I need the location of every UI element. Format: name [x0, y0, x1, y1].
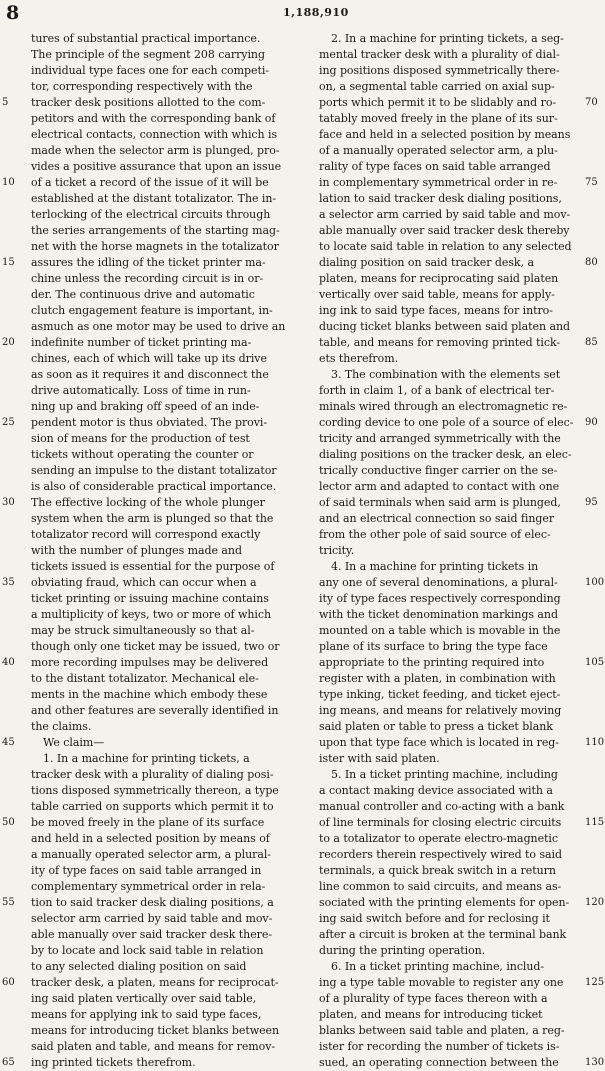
text-line: ets therefrom.: [319, 352, 399, 365]
text-line: mounted on a table which is movable in the: [319, 624, 561, 637]
text-line: may be struck simultaneously so that al-: [31, 624, 255, 637]
text-line: dialing positions on the tracker desk, an elec-: [319, 448, 572, 461]
text-line: tricity and arranged symmetrically with the: [319, 432, 561, 445]
line-number: 65: [2, 1057, 15, 1068]
text-line: ducing ticket blanks between said platen and: [319, 320, 570, 333]
text-line: ity of type faces on said table arranged in: [31, 864, 262, 877]
text-line: on, a segmental table carried on axial sup-: [319, 80, 555, 93]
text-line: be moved freely in the plane of its surface: [31, 816, 265, 829]
text-line: to locate said table in relation to any selected: [319, 240, 572, 253]
left-text-column: [31, 31, 288, 1071]
text-line: rality of type faces on said table arranged: [319, 160, 551, 173]
text-line: 6. In a ticket printing machine, includ-: [331, 960, 545, 973]
text-line: minals wired through an electromagnetic re-: [319, 400, 568, 413]
text-line: manual controller and co-acting with a bank: [319, 800, 565, 813]
text-line: tricity.: [319, 544, 355, 557]
text-line: clutch engagement feature is important, in-: [31, 304, 273, 317]
text-line: said platen or table to press a ticket blank: [319, 720, 553, 733]
text-line: tion to said tracker desk dialing positions, a: [31, 896, 274, 909]
text-line: terminals, a quick break switch in a return: [319, 864, 556, 877]
text-line: and an electrical connection so said finger: [319, 512, 555, 525]
text-line: sending an impulse to the distant totalizator: [31, 464, 277, 477]
line-number: 35: [2, 577, 15, 588]
line-number: 45: [2, 737, 15, 748]
text-line: to any selected dialing position on said: [31, 960, 247, 973]
text-line: a multiplicity of keys, two or more of which: [31, 608, 272, 621]
text-line: to a totalizator to operate electro-magnetic: [319, 832, 559, 845]
line-number: 100: [585, 577, 605, 588]
text-line: established at the distant totalizator. The in-: [31, 192, 277, 205]
text-line: drive automatically. Loss of time in run-: [31, 384, 251, 397]
line-number: 20: [2, 337, 15, 348]
text-line: system when the arm is plunged so that the: [31, 512, 274, 525]
text-line: lation to said tracker desk dialing positions,: [319, 192, 562, 205]
line-number: 110: [585, 737, 605, 748]
line-number: 120: [585, 897, 605, 908]
line-number: 105: [585, 657, 605, 668]
text-line: able manually over said tracker desk thereby: [319, 224, 570, 237]
text-line: the claims.: [31, 720, 92, 733]
text-line: type inking, ticket feeding, and ticket eject-: [319, 688, 561, 701]
line-number: 60: [2, 977, 15, 988]
text-line: ing said switch before and for reclosing it: [319, 912, 550, 925]
text-line: recorders therein respectively wired to said: [319, 848, 563, 861]
text-line: platen, means for reciprocating said platen: [319, 272, 559, 285]
text-line: sion of means for the production of test: [31, 432, 250, 445]
text-line: assures the idling of the ticket printer ma-: [31, 256, 266, 269]
text-line: 2. In a machine for printing tickets, a seg-: [331, 32, 564, 45]
text-line: of line terminals for closing electric circuits: [319, 816, 562, 829]
text-line: selector arm carried by said table and mov-: [31, 912, 273, 925]
text-line: indefinite number of ticket printing ma-: [31, 336, 252, 349]
text-line: ticket printing or issuing machine contains: [31, 592, 269, 605]
text-line: a selector arm carried by said table and mov-: [319, 208, 571, 221]
line-number: 95: [585, 497, 598, 508]
line-number: 30: [2, 497, 15, 508]
text-line: table, and means for removing printed tick-: [319, 336, 561, 349]
text-line: means for introducing ticket blanks between: [31, 1024, 280, 1037]
line-number: 90: [585, 417, 598, 428]
text-line: is also of considerable practical importance.: [31, 480, 277, 493]
text-line: chine unless the recording circuit is in or-: [31, 272, 264, 285]
line-number: 125: [585, 977, 605, 988]
text-line: ister for recording the number of tickets is-: [319, 1040, 560, 1053]
text-line: a contact making device associated with a: [319, 784, 553, 797]
text-line: tickets issued is essential for the purpose of: [31, 560, 275, 573]
text-line: der. The continuous drive and automatic: [31, 288, 255, 301]
patent-number: 1,188,910: [283, 6, 349, 19]
text-line: terlocking of the electrical circuits through: [31, 208, 271, 221]
text-line: in complementary symmetrical order in re-: [319, 176, 558, 189]
text-line: 5. In a ticket printing machine, including: [331, 768, 558, 781]
right-text-column: [319, 31, 576, 1071]
line-number: 5: [2, 97, 9, 108]
text-line: electrical contacts, connection with which is: [31, 128, 278, 141]
line-number: 80: [585, 257, 598, 268]
text-line: 1. In a machine for printing tickets, a: [43, 752, 250, 765]
text-line: totalizator record will correspond exactly: [31, 528, 261, 541]
text-line: tracker desk, a platen, means for reciprocat-: [31, 976, 279, 989]
text-line: net with the horse magnets in the totalizator: [31, 240, 279, 253]
text-line: ing means, and means for relatively moving: [319, 704, 562, 717]
text-line: tures of substantial practical importance.: [31, 32, 261, 45]
line-number: 10: [2, 177, 15, 188]
text-line: We claim—: [43, 736, 105, 749]
text-line: by to locate and lock said table in relation: [31, 944, 264, 957]
text-line: vertically over said table, means for apply-: [319, 288, 555, 301]
text-line: of a plurality of type faces thereon with a: [319, 992, 548, 1005]
text-line: with the ticket denomination markings and: [319, 608, 558, 621]
text-line: ments in the machine which embody these: [31, 688, 268, 701]
text-line: individual type faces one for each competi-: [31, 64, 269, 77]
text-line: ning up and braking off speed of an inde-: [31, 400, 260, 413]
text-line: obviating fraud, which can occur when a: [31, 576, 257, 589]
line-number: 85: [585, 337, 598, 348]
text-line: asmuch as one motor may be used to drive an: [31, 320, 286, 333]
line-number: 70: [585, 97, 598, 108]
text-line: vides a positive assurance that upon an issue: [31, 160, 282, 173]
line-number: 25: [2, 417, 15, 428]
text-line: line common to said circuits, and means as-: [319, 880, 562, 893]
line-number: 15: [2, 257, 15, 268]
text-line: tracker desk positions allotted to the com-: [31, 96, 266, 109]
text-line: mental tracker desk with a plurality of dial-: [319, 48, 560, 61]
line-number: 130: [585, 1057, 605, 1068]
text-line: a manually operated selector arm, a plural-: [31, 848, 271, 861]
text-line: ing ink to said type faces, means for intro-: [319, 304, 553, 317]
text-line: ing positions disposed symmetrically there-: [319, 64, 560, 77]
text-line: complementary symmetrical order in rela-: [31, 880, 266, 893]
line-number: 55: [2, 897, 15, 908]
text-line: means for applying ink to said type faces,: [31, 1008, 262, 1021]
text-line: The effective locking of the whole plunger: [31, 496, 265, 509]
text-line: lector arm and adapted to contact with one: [319, 480, 560, 493]
text-line: tatably moved freely in the plane of its sur-: [319, 112, 558, 125]
text-line: trically conductive finger carrier on the se-: [319, 464, 558, 477]
text-line: to the distant totalizator. Mechanical ele-: [31, 672, 259, 685]
text-line: appropriate to the printing required into: [319, 656, 545, 669]
text-line: with the number of plunges made and: [31, 544, 242, 557]
text-line: The principle of the segment 208 carrying: [31, 48, 265, 61]
text-line: able manually over said tracker desk there-: [31, 928, 272, 941]
text-line: said platen and table, and means for remov-: [31, 1040, 276, 1053]
text-line: ister with said platen.: [319, 752, 440, 765]
text-line: plane of its surface to bring the type face: [319, 640, 548, 653]
text-line: petitors and with the corresponding bank of: [31, 112, 276, 125]
line-number: 50: [2, 817, 15, 828]
text-line: 3. The combination with the elements set: [331, 368, 561, 381]
text-line: tor, corresponding respectively with the: [31, 80, 253, 93]
text-line: tickets without operating the counter or: [31, 448, 254, 461]
text-line: 4. In a machine for printing tickets in: [331, 560, 539, 573]
text-line: dialing position on said tracker desk, a: [319, 256, 534, 269]
line-number: 40: [2, 657, 15, 668]
text-line: ity of type faces respectively corresponding: [319, 592, 561, 605]
line-number: 115: [585, 817, 605, 828]
text-line: upon that type face which is located in reg-: [319, 736, 559, 749]
text-line: blanks between said table and platen, a reg-: [319, 1024, 565, 1037]
text-line: and held in a selected position by means of: [31, 832, 270, 845]
text-line: sociated with the printing elements for open-: [319, 896, 570, 909]
text-line: ports which permit it to be slidably and ro-: [319, 96, 557, 109]
page-number: 8: [6, 2, 20, 24]
line-number: 75: [585, 177, 598, 188]
text-line: face and held in a selected position by means: [319, 128, 571, 141]
text-line: register with a platen, in combination with: [319, 672, 556, 685]
text-line: table carried on supports which permit it to: [31, 800, 274, 813]
text-line: chines, each of which will take up its drive: [31, 352, 267, 365]
text-line: platen, and means for introducing ticket: [319, 1008, 543, 1021]
text-line: as soon as it requires it and disconnect the: [31, 368, 269, 381]
text-line: more recording impulses may be delivered: [31, 656, 269, 669]
text-line: of a ticket a record of the issue of it will be: [31, 176, 269, 189]
text-line: of said terminals when said arm is plunged,: [319, 496, 561, 509]
text-line: sued, an operating connection between the: [319, 1056, 559, 1069]
text-line: during the printing operation.: [319, 944, 486, 957]
text-line: pendent motor is thus obviated. The provi-: [31, 416, 268, 429]
text-line: ing a type table movable to register any one: [319, 976, 564, 989]
text-line: the series arrangements of the starting mag-: [31, 224, 280, 237]
text-line: from the other pole of said source of elec-: [319, 528, 551, 541]
text-line: ing printed tickets therefrom.: [31, 1056, 196, 1069]
text-line: tracker desk with a plurality of dialing posi-: [31, 768, 274, 781]
text-line: though only one ticket may be issued, two or: [31, 640, 280, 653]
text-line: and other features are severally identified in: [31, 704, 279, 717]
text-line: forth in claim 1, of a bank of electrical ter-: [319, 384, 555, 397]
text-line: made when the selector arm is plunged, pro-: [31, 144, 280, 157]
text-line: cording device to one pole of a source of elec-: [319, 416, 574, 429]
text-line: tions disposed symmetrically thereon, a type: [31, 784, 279, 797]
text-line: after a circuit is broken at the terminal bank: [319, 928, 567, 941]
text-line: ing said platen vertically over said table,: [31, 992, 257, 1005]
text-line: of a manually operated selector arm, a plu-: [319, 144, 558, 157]
text-line: any one of several denominations, a plural-: [319, 576, 558, 589]
